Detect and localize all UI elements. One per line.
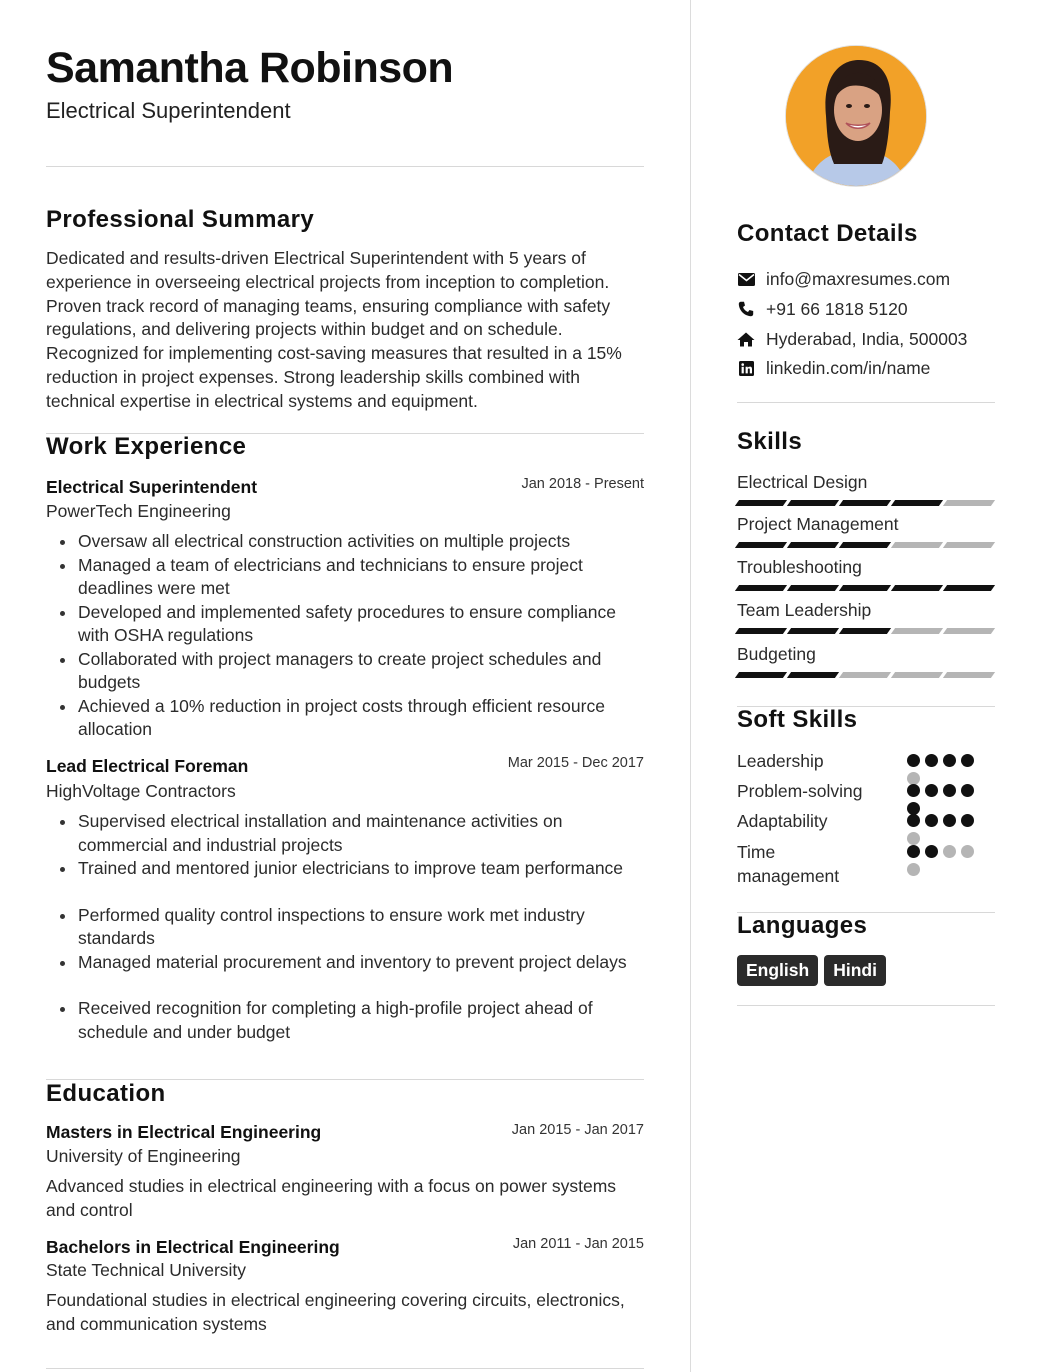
job-date: Jan 2018 - Present <box>521 476 644 492</box>
skill-name: Project Management <box>737 514 899 534</box>
degree-description: Foundational studies in electrical engineering covering circuits, electronics, and communication systems <box>46 1290 625 1334</box>
skill-name: Budgeting <box>737 644 816 664</box>
soft-skill-dot <box>925 784 938 797</box>
column-divider <box>690 0 691 1372</box>
job-bullets <box>46 810 644 1044</box>
soft-skills-title: Soft Skills <box>737 706 858 733</box>
soft-skill-dot <box>943 754 956 767</box>
phone-icon <box>737 300 755 318</box>
soft-skill-name: Problem-solving <box>737 781 863 801</box>
skill-level-segment <box>735 672 787 678</box>
contact-linkedin[interactable] <box>737 356 930 380</box>
skill-level-segment <box>787 628 839 634</box>
degree-date: Jan 2011 - Jan 2015 <box>512 1236 644 1252</box>
job-bullets <box>46 530 644 742</box>
contact-phone[interactable] <box>737 297 908 321</box>
soft-skill-dot <box>907 845 920 858</box>
contact-title: Contact Details <box>737 220 918 247</box>
school-name: State Technical University <box>46 1260 247 1280</box>
soft-skill-dot <box>943 814 956 827</box>
bullet-item: Oversaw all electrical construction activities on multiple projects <box>46 530 644 554</box>
education-title: Education <box>46 1080 166 1107</box>
skill-level-segment <box>787 672 839 678</box>
school-name: University of Engineering <box>46 1146 241 1166</box>
bullet-item: Trained and mentored junior electricians to improve team performance <box>46 857 644 881</box>
job-date: Mar 2015 - Dec 2017 <box>507 755 644 771</box>
skill-level-segment <box>891 542 943 548</box>
skill-name: Team Leadership <box>737 600 872 620</box>
skill-level-segment <box>839 672 891 678</box>
degree-description: Advanced studies in electrical engineering with a focus on power systems and control <box>46 1176 617 1220</box>
contact-text: linkedin.com/in/name <box>766 357 931 378</box>
candidate-role: Electrical Superintendent <box>46 98 291 123</box>
contact-email[interactable] <box>737 267 950 291</box>
bullet-item: Supervised electrical installation and maintenance activities on commercial and industrial projects <box>46 810 644 857</box>
education-divider <box>46 1368 644 1369</box>
skill-name: Electrical Design <box>737 472 868 492</box>
bullet-item: Developed and implemented safety procedures to ensure compliance with OSHA regulations <box>46 601 644 648</box>
skill-level-segment <box>891 585 943 591</box>
bullet-item: Achieved a 10% reduction in project costs through efficient resource allocation <box>46 695 644 742</box>
language-tag: English <box>737 955 818 986</box>
bullet-item: Performed quality control inspections to ensure work met industry standards <box>46 904 644 951</box>
soft-skill-dot <box>961 784 974 797</box>
soft-skill-dot <box>907 814 920 827</box>
soft-skill-dot <box>961 814 974 827</box>
bullet-item: Managed material procurement and inventory to prevent project delays <box>46 951 644 975</box>
soft-skill-dot <box>907 784 920 797</box>
contact-text: +91 66 1818 5120 <box>766 298 908 319</box>
summary-text: Dedicated and results-driven Electrical Superintendent with 5 years of experience in overseeing electrical projects from inception to completion. Proven track record of managing teams, ensuring compliance with safety regulations, and delivering projects within budget and on schedule. Recognized for implementing cost-saving measures that resulted in a 15% reduction in project expenses. Strong leadership skills combined with technical expertise in electrical systems and equipment. <box>46 248 622 411</box>
soft-skill-dot <box>907 754 920 767</box>
skill-level-segment <box>839 500 891 506</box>
bullet-item: Managed a team of electricians and technicians to ensure project deadlines were met <box>46 554 644 601</box>
skill-level-bar <box>737 672 993 678</box>
soft-skill-dot <box>943 845 956 858</box>
soft-skill-name: Leadership <box>737 751 824 771</box>
job-title: Lead Electrical Foreman <box>46 756 249 776</box>
profile-photo-illustration <box>786 46 927 187</box>
candidate-name: Samantha Robinson <box>46 44 454 92</box>
languages-divider <box>737 1005 995 1006</box>
skill-level-segment <box>943 628 995 634</box>
skill-level-segment <box>787 585 839 591</box>
skill-level-segment <box>787 500 839 506</box>
summary-title: Professional Summary <box>46 206 315 233</box>
skill-level-segment <box>839 542 891 548</box>
skills-title: Skills <box>737 428 803 455</box>
bullet-item: Received recognition for completing a high-profile project ahead of schedule and under budget <box>46 997 644 1044</box>
skill-level-segment <box>839 628 891 634</box>
language-tag: Hindi <box>824 955 886 986</box>
contact-divider <box>737 402 995 403</box>
soft-skill-dot <box>961 845 974 858</box>
skill-level-segment <box>735 542 787 548</box>
skill-level-segment <box>943 585 995 591</box>
contact-address <box>737 327 967 351</box>
job-company: PowerTech Engineering <box>46 501 231 521</box>
skill-level-segment <box>943 500 995 506</box>
skill-level-segment <box>787 542 839 548</box>
job-title: Electrical Superintendent <box>46 477 258 497</box>
skill-name: Troubleshooting <box>737 557 862 577</box>
languages-list <box>737 955 886 986</box>
skill-level-segment <box>943 672 995 678</box>
soft-skill-dot <box>907 863 920 876</box>
soft-skill-dot <box>907 832 920 845</box>
linkedin-icon <box>737 359 755 377</box>
soft-skill-name: Time management <box>737 842 840 886</box>
profile-photo <box>785 45 927 187</box>
degree-date: Jan 2015 - Jan 2017 <box>511 1122 644 1138</box>
skill-level-segment <box>735 585 787 591</box>
contact-text: Hyderabad, India, 500003 <box>766 328 968 349</box>
soft-skill-name: Adaptability <box>737 811 828 831</box>
soft-skill-dot <box>925 754 938 767</box>
languages-title: Languages <box>737 912 868 939</box>
skill-level-bar <box>737 500 993 506</box>
skill-level-segment <box>839 585 891 591</box>
contact-text: info@maxresumes.com <box>766 268 951 289</box>
home-icon <box>737 330 755 348</box>
soft-skill-dot <box>943 784 956 797</box>
experience-title: Work Experience <box>46 433 247 460</box>
soft-skill-dot <box>961 754 974 767</box>
skill-level-segment <box>735 500 787 506</box>
skill-level-bar <box>737 585 993 591</box>
skill-level-segment <box>891 628 943 634</box>
soft-skill-dot <box>925 814 938 827</box>
skill-level-segment <box>943 542 995 548</box>
envelope-icon <box>737 270 755 288</box>
skill-level-segment <box>891 672 943 678</box>
degree-title: Bachelors in Electrical Engineering <box>46 1237 340 1257</box>
skill-level-segment <box>891 500 943 506</box>
degree-title: Masters in Electrical Engineering <box>46 1122 322 1142</box>
skill-level-segment <box>735 628 787 634</box>
skill-level-bar <box>737 628 993 634</box>
header-divider <box>46 166 644 167</box>
job-company: HighVoltage Contractors <box>46 781 236 801</box>
skill-level-bar <box>737 542 993 548</box>
soft-skill-dot <box>925 845 938 858</box>
bullet-item: Collaborated with project managers to create project schedules and budgets <box>46 648 644 695</box>
